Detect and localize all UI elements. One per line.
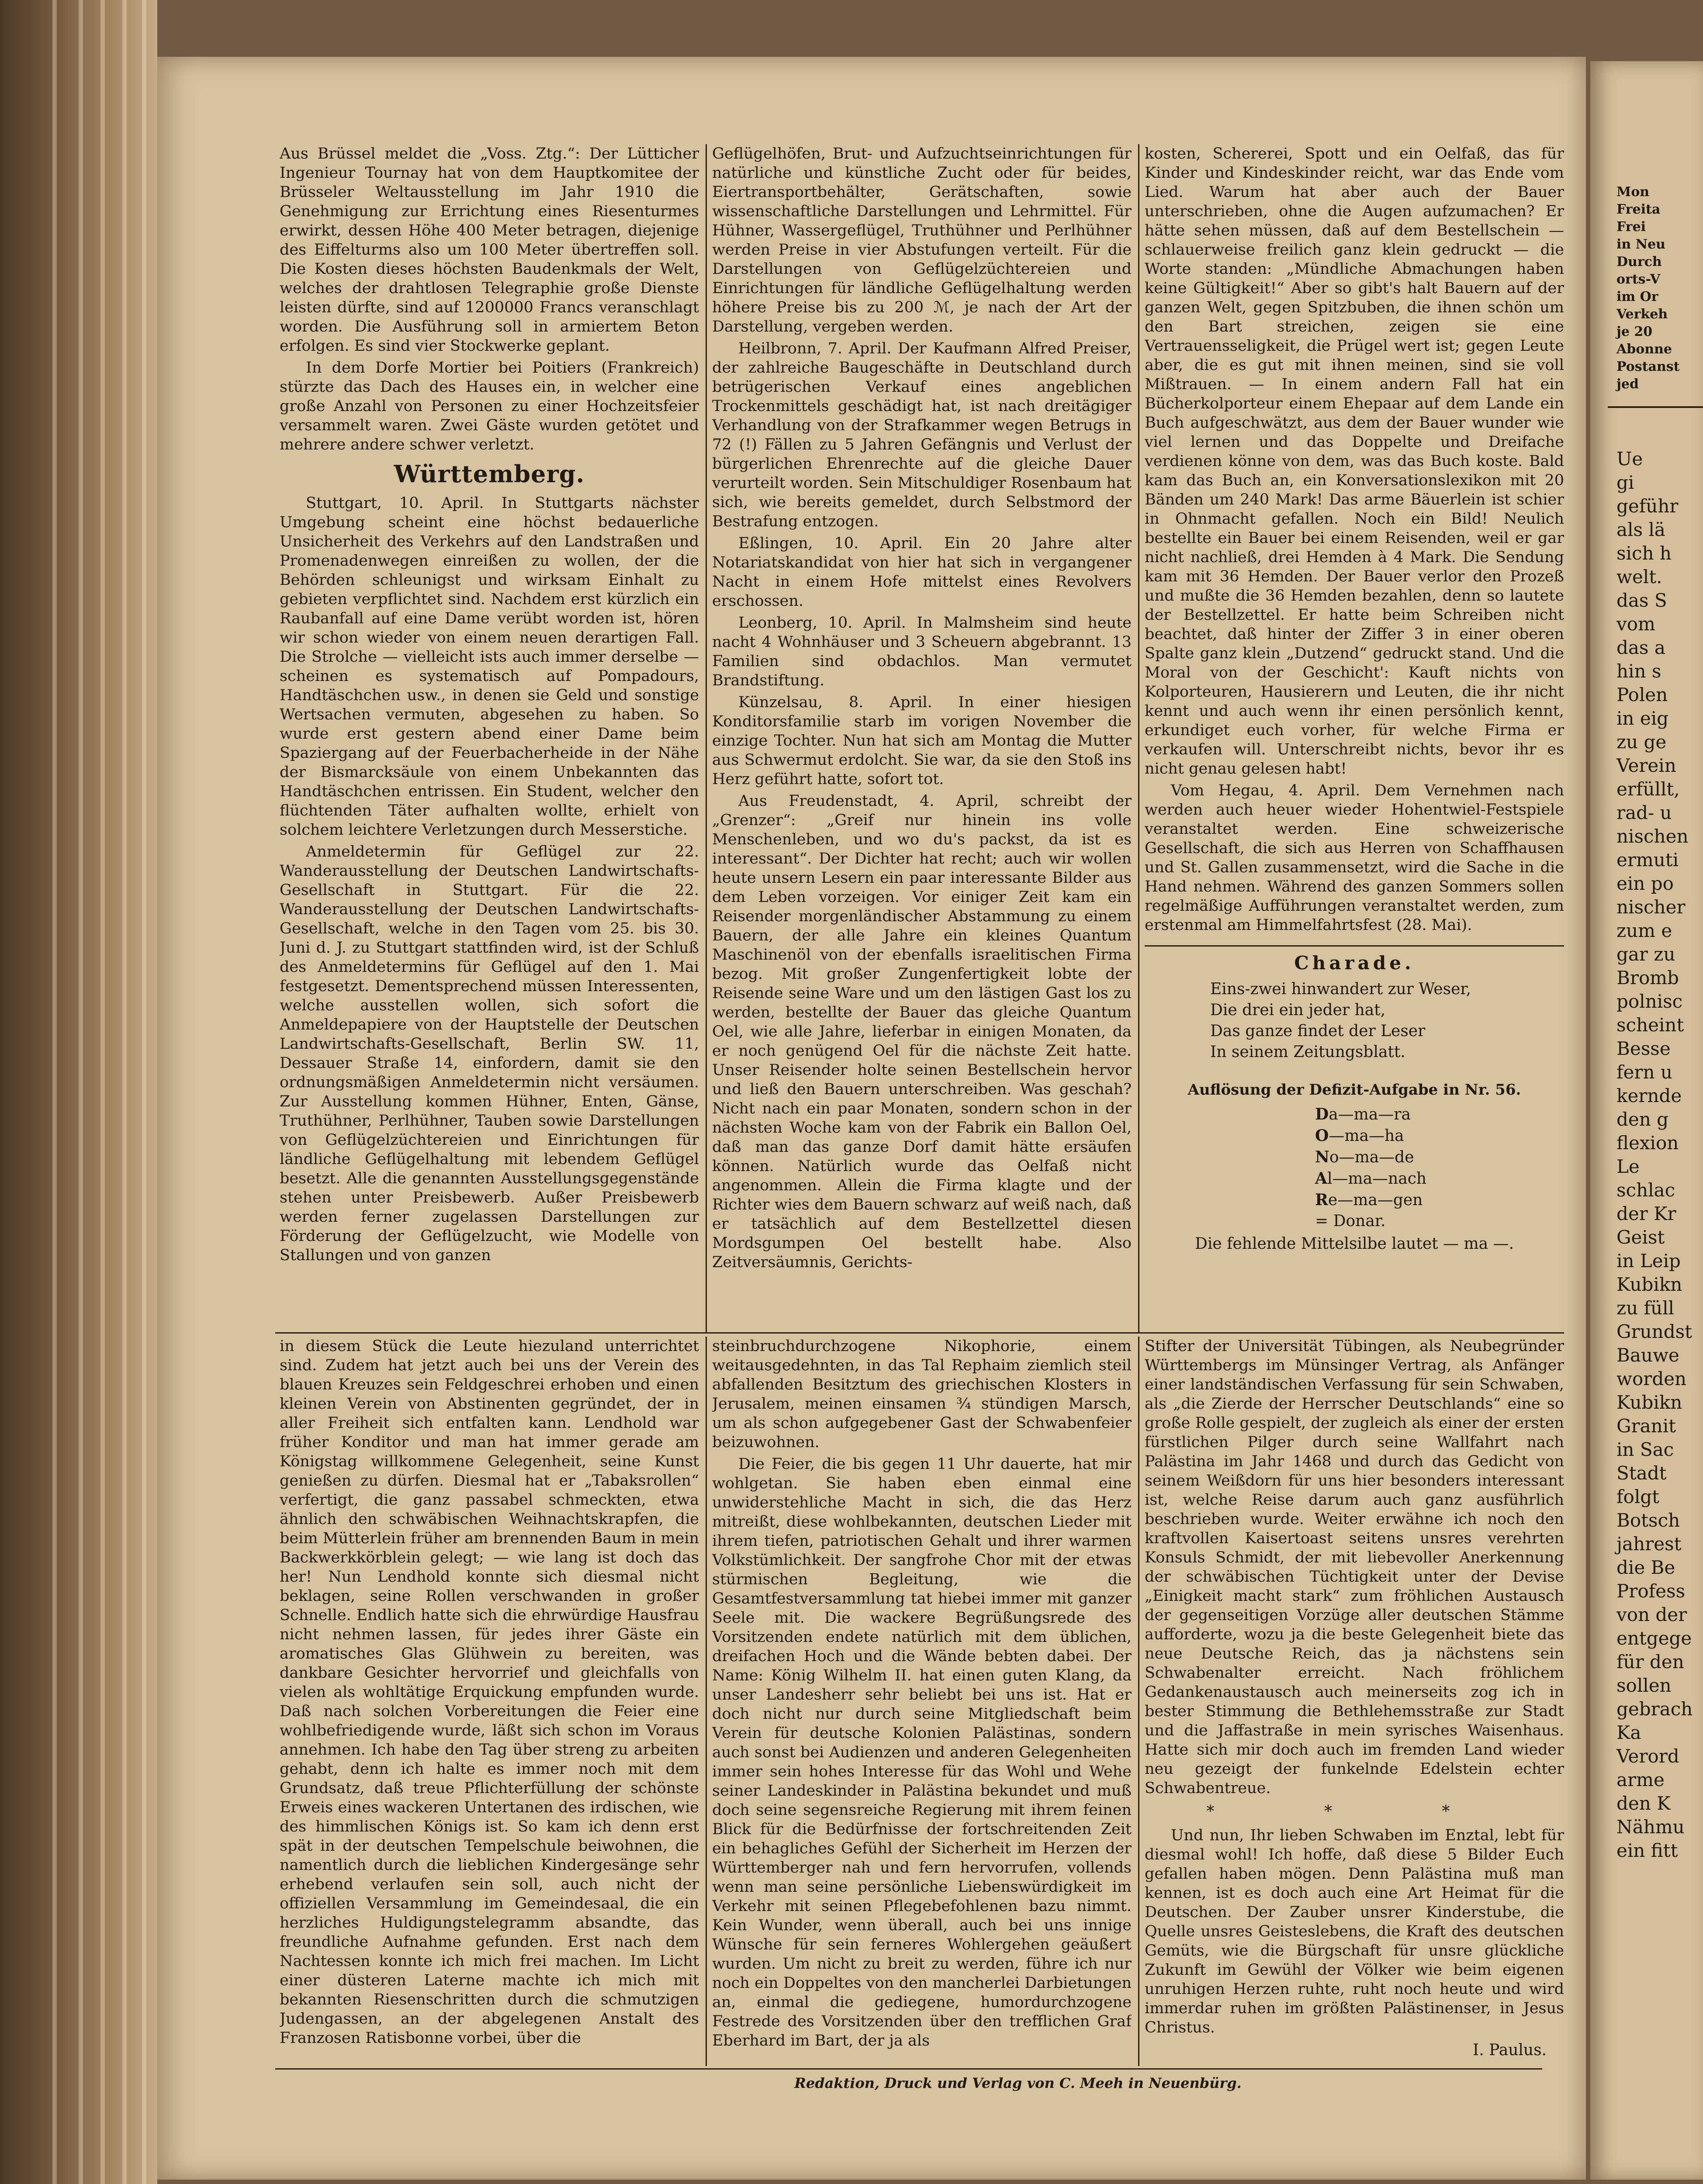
upper-column-1 bbox=[280, 144, 699, 1324]
charade-rule bbox=[1145, 945, 1564, 947]
next-page-fragment: Kubikn bbox=[1616, 1392, 1682, 1413]
section-heading-wuerttemberg: Württemberg. bbox=[394, 460, 585, 488]
next-page-fragment: in Neu bbox=[1616, 237, 1665, 252]
next-page-fragment: Abonne bbox=[1616, 342, 1672, 357]
heilbronn-article: Heilbronn, 7. April. Der Kaufmann Alfred Preiser, der zahlreiche Baugeschäfte in Deutschland durch betrügerischen Verkauf eines angeblichen Trockenmittels geschädigt hat, ist nach dreitägiger Verhandlung von der Strafkammer wegen Betrugs in 72 (!) Fällen zu 5 Jahren Gefängnis und Verlust der bürgerlichen Ehrenrechte auf die gleiche Dauer verurteilt worden. Sein Mitschuldiger Rosenbaum hat sich, wie bereits gemeldet, durch Selbstmord der Bestrafung entzogen. bbox=[712, 340, 1132, 530]
next-page-fragment: geführ bbox=[1616, 495, 1679, 517]
next-page-fragment: Verein bbox=[1616, 755, 1676, 776]
next-page-fragment: als lä bbox=[1616, 519, 1665, 540]
poem-line: Die drei ein jeder hat, bbox=[1210, 1001, 1386, 1019]
next-page-fragment: Postanst bbox=[1616, 359, 1680, 374]
next-page-fragment: Freita bbox=[1616, 202, 1661, 217]
next-page-fragment: zu ge bbox=[1616, 731, 1667, 753]
next-page-fragment: schlac bbox=[1616, 1179, 1675, 1201]
next-page-fragment: Bromb bbox=[1616, 967, 1679, 988]
next-page-fragment: in Leip bbox=[1616, 1250, 1681, 1272]
next-page-fragment: nischer bbox=[1616, 896, 1686, 918]
leonberg-article: Leonberg, 10. April. In Malmsheim sind heute nacht 4 Wohnhäuser und 3 Scheuern abgebrannt. 13 Familien sind obdachlos. Man vermutet Brandstiftung. bbox=[712, 614, 1132, 689]
esslingen-article: Eßlingen, 10. April. Ein 20 Jahre alter Notariatskandidat von hier hat sich in vergangener Nacht in einem Hofe mittelst eines Revolvers erschossen. bbox=[712, 535, 1132, 610]
next-page-fragment: zu füll bbox=[1616, 1297, 1674, 1319]
next-page-fragment: den g bbox=[1616, 1109, 1669, 1130]
next-page-fragment: im Or bbox=[1616, 289, 1658, 304]
next-page-fragment: Verord bbox=[1616, 1745, 1679, 1767]
next-page-fragment: folgt bbox=[1616, 1486, 1660, 1507]
next-page-fragment: orts-V bbox=[1616, 272, 1661, 287]
brussels-article: Aus Brüssel meldet die „Voss. Ztg.“: Der Lütticher Ingenieur Tournay hat von dem Hauptkomitee der Brüsseler Weltausstellung im Jahr 1910 die Genehmigung zur Errichtung eines Riesenturmes erwirkt, dessen Höhe 400 Meter betragen, diejenige des Eiffelturms also um 100 Meter übertreffen soll. Die Kosten dieses höchsten Baudenkmals der Welt, welches der drahtlosen Telegraphie große Dienste leisten dürfte, sind auf 1200000 Francs veranschlagt worden. Die Ausführung soll in armiertem Beton erfolgen. Es sind vier Stockwerke geplant. bbox=[280, 145, 699, 355]
next-page-fragment: worden bbox=[1616, 1368, 1687, 1389]
next-page-fragment: Besse bbox=[1616, 1038, 1671, 1059]
palestine-letter-part4: Stifter der Universität Tübingen, als Neubegründer Württembergs im Münsinger Vertrag, als Anfänger einer landständischen Verfassung für sein Schwaben, als „die Zierde der Herrscher Deutschlands“ eine so große Rolle gespielt, der zugleich als einer der ersten fürstlichen Pilger durch seine Wallfahrt nach Palästina im Jahr 1468 und durch das Gedicht von seinem Weißdorn für uns hier besonders interessant ist, welche Reise darum auch ganz ausführlich beschrieben wurde. Weiter erwähne ich noch den kraftvollen Kaisertoast seitens unsres verehrten Konsuls Schmidt, der mit liebevoller Anerkennung der schwäbischen Tüchtigkeit unter der Devise „Einigkeit macht stark“ zum fröhlichen Austausch der gegenseitigen Vorzüge aller deutschen Stämme aufforderte, wozu ja die beste Gelegenheit biete das neue Deutsche Reich, das ja nächstens sein Schwabenalter erreicht. Nach fröhlichem Gedankenaustausch auch meinerseits zog ich in bester Stimmung die Bethlehemsstraße zur Stadt und die Jaffastraße in mein syrisches Waisenhaus. Hatte sich mir doch auch im fremden Land wieder neu gezeigt der funkelnde Edelstein echter Schwabentreue. bbox=[1145, 1337, 1564, 1797]
next-page-fragment: der Kr bbox=[1616, 1203, 1676, 1224]
palestine-letter-part3: Die Feier, die bis gegen 11 Uhr dauerte, hat mir wohlgetan. Sie haben eben einmal eine unwiderstehliche Macht in sich, die das Herz mitreißt, diese wohlbekannten, deutschen Lieder mit ihrem tiefen, patriotischen Gehalt und ihrer warmen Volkstümlichkeit. Der sangfrohe Chor mit der etwas stürmischen Begleitung, wie die Gesamtfestversammlung tat hiebei immer mit ganzer Seele mit. Die wackere Begrüßungsrede des Vorsitzenden endete natürlich mit dem üblichen, dreifachen Hoch und die Wände bebten dabei. Der Name: König Wilhelm II. hat einen guten Klang, da unser Landesherr sehr beliebt bei uns ist. Hat er doch nicht nur durch seine Mitgliedschaft beim Verein für deutsche Kolonien Palästinas, sondern auch sonst bei Audienzen und anderen Gelegenheiten immer sein hohes Interesse für das Wohl und Wehe seiner Landeskinder in Palästina bekundet und muß doch seine segensreiche Regierung mit ihrem feinen Blick für die Bedürfnisse der fortschreitenden Zeit ein behagliches Gefühl der Sicherheit im Herzen der Württemberger nah und fern hervorrufen, vollends wenn man seine persönliche Liebenswürdigkeit im Verkehr mit seinen Pflegebefohlenen bazu nimmt. Kein Wunder, wenn überall, auch bei uns innige Wünsche für sein ferneres Wohlergehen geäußert wurden. Um nicht zu breit zu werden, führe ich nur noch ein Doppeltes von den mancherlei Darbietungen an, einmal die gediegene, humordurchzogene Festrede des Vorsitzenden über den trefflichen Graf Eberhard im Bart, der ja als bbox=[712, 1455, 1132, 2049]
freudenstadt-article: Aus Freudenstadt, 4. April, schreibt der „Grenzer“: „Greif nur hinein ins volle Menschenleben, und wo du's packst, da ist es interessant“. Der Dichter hat recht; auch wir wollen heute unsern Lesern ein paar interessante Bilder aus dem Leben vorzeigen. Vor einiger Zeit kam ein Reisender morgenländischer Abstammung zu einem Bauern, der alle Jahre ein kleines Quantum Maschinenöl von der ebenfalls israelitischen Firma bezog. Mit großer Zungenfertigkeit lobte der Reisende seine Ware und um den lästigen Gast los zu werden, bestellte der Bauer das gleiche Quantum Oel, wie alle Jahre, lieferbar in einigen Monaten, da er noch genügend Oel für die nächste Zeit hatte. Unser Reisender holte seinen Bestellschein hervor und ließ den Bauern unterschreiben. Was geschah? Nicht nach ein paar Monaten, sondern schon in der nächsten Woche kam von der Fabrik ein Ballon Oel, daß man das ganze Dorf damit hätte ersäufen können. Natürlich wurde das Oelfaß nicht angenommen. Allein die Firma klagte und der Richter wies dem Bauern schwarz auf weiß nach, daß er tatsächlich auf dem Bestellzettel diesen Mordsgumpen Oel bestellt habe. Also Zeitversäumnis, Gerichts- bbox=[712, 792, 1132, 1271]
solution-title: Auflösung der Defizit-Aufgabe in Nr. 56. bbox=[1187, 1081, 1521, 1099]
upper-column-2 bbox=[712, 144, 1132, 1324]
next-page-fragment: entgege bbox=[1616, 1628, 1692, 1649]
kuenzelsau-article: Künzelsau, 8. April. In einer hiesigen Konditorsfamilie starb im vorigen November die einzige Tochter. Nun hat sich am Montag die Mutter aus Schwermut erdolcht. Sie war, da sie den Stoß ins Herz geführt hatte, sofort tot. bbox=[712, 694, 1132, 788]
stuttgart-article: Stuttgart, 10. April. In Stuttgarts nächster Umgebung scheint eine höchst bedauerliche Unsicherheit des Verkehrs auf den Landstraßen und Promenadenwegen einreißen zu wollen, der die Behörden schleunigst und wirksam Einhalt zu gebieten verpflichtet sind. Nachdem erst kürzlich ein Raubanfall auf eine Dame verübt worden ist, hören wir schon wieder von einem neuen derartigen Fall. Die Strolche — vielleicht ists auch immer derselbe — scheinen es systematisch auf Pompadours, Handtäschchen usw., in denen sie Geld und sonstige Wertsachen vermuten, abgesehen zu haben. So wurde erst gestern abend einer Dame beim Spaziergang auf der Feuerbacherheide in der Nähe der Bismarcksäule von einem Unbekannten das Handtäschchen entrissen. Ein Student, welcher den flüchtenden Täter aufhalten wollte, erhielt von solchem leichtere Verletzungen durch Messerstiche. bbox=[280, 494, 699, 839]
next-page-fragment: sich h bbox=[1616, 543, 1672, 564]
next-page-fragment: Granit bbox=[1616, 1415, 1676, 1437]
next-page-fragment: scheint bbox=[1616, 1014, 1684, 1036]
next-page-fragment: Polen bbox=[1616, 684, 1668, 705]
next-page-fragment: Durch bbox=[1616, 254, 1662, 270]
poem-line: Das ganze findet der Leser bbox=[1210, 1022, 1426, 1040]
next-page-fragment: Verkeh bbox=[1616, 307, 1668, 322]
next-page-body bbox=[1590, 421, 1703, 1863]
next-page-fragment: arme bbox=[1616, 1769, 1665, 1790]
next-page-fragment: Stadt bbox=[1616, 1462, 1667, 1484]
author-signature: I. Paulus. bbox=[1473, 2041, 1547, 2059]
next-page-fragment: jahrest bbox=[1616, 1533, 1682, 1555]
next-page-fragment: Kubikn bbox=[1616, 1274, 1682, 1295]
lower-column-1 bbox=[280, 1337, 699, 2066]
next-page-fragment: gebrach bbox=[1616, 1698, 1693, 1720]
solution-syllables bbox=[1145, 1104, 1564, 1232]
next-page-fragment: gar zu bbox=[1616, 943, 1675, 965]
next-page-fragment: den K bbox=[1616, 1793, 1671, 1814]
next-page-fragment: Profess bbox=[1616, 1580, 1686, 1602]
next-page-fragment: vom bbox=[1616, 613, 1655, 635]
column-divider bbox=[1138, 144, 1139, 1332]
next-page-fragment: Ue bbox=[1616, 448, 1643, 470]
next-page-fragment: Bauwe bbox=[1616, 1344, 1679, 1366]
next-page-fragment: fern u bbox=[1616, 1061, 1672, 1083]
next-page-fragment: Mon bbox=[1616, 184, 1650, 200]
next-page-fragment: Geist bbox=[1616, 1227, 1665, 1248]
next-page-rule bbox=[1608, 406, 1703, 408]
poem-line: In seinem Zeitungsblatt. bbox=[1210, 1043, 1405, 1061]
freudenstadt-article-continued: kosten, Schererei, Spott und ein Oelfaß, das für Kinder und Kindeskinder reicht, war das Ende vom Lied. Warum hat aber auch der Bauer unterschrieben, ohne die Augen aufzumachen? Er hätte sehen müssen, daß auf dem Bestellschein — schlauerweise freilich ganz klein gedruckt — die Worte standen: „Mündliche Abmachungen haben keine Gültigkeit!“ Aber so gibt's halt Bauern auf der ganzen Welt, gegen Spitzbuben, die ihnen schön um den Bart streichen, zeigen sie eine Vertrauensseligkeit, die Prügel wert ist; gegen Leute aber, die es gut mit ihnen meinen, sind sie voll Mißtrauen. — In einem andern Fall hat ein Bücherkolporteur einem Ehepaar auf dem Lande ein Buch aufgeschwätzt, aus dem der Bauer wunder wie viel lernen und das Doppelte und Dreifache verdienen könne von dem, was das Buch koste. Bald kam das Buch an, ein Konversationslexikon mit 20 Bänden um 240 Mark! Das arme Bäuerlein ist schier in Ohnmacht gefallen. Noch ein Bild! Neulich bestellte ein Bauer bei einem Reisenden, weil er gar nicht nachließ, drei Hemden à 4 Mark. Die Sendung kam mit 36 Hemden. Der Bauer verlor den Prozeß und mußte die 36 Hemden bezahlen, denn so lautete der Bestellzettel. Er hatte beim Schreiben nicht beachtet, daß hinter der Ziffer 3 in einer oberen Spalte ganz klein „Dutzend“ gedruckt stand. Und die Moral von der Geschicht': Kauft nichts von Kolporteuren, Hausierern und Leuten, die ihr nicht kennt und auch wenn ihr einen persönlich kennt, erkundiget euch vorher, für welche Firma er verkaufen will. Unterschreibt nichts, bevor ihr es nicht genau gelesen habt! bbox=[1145, 145, 1564, 778]
syllable-row: Da—ma—ra bbox=[1315, 1105, 1411, 1123]
next-page-fragment: flexion bbox=[1616, 1132, 1679, 1154]
next-page-fragment: das S bbox=[1616, 590, 1667, 611]
next-page-fragment: rad- u bbox=[1616, 802, 1672, 823]
next-page-fragment: in Sac bbox=[1616, 1439, 1674, 1460]
lower-column-3 bbox=[1145, 1337, 1564, 2066]
next-page-fragment: polnisc bbox=[1616, 991, 1683, 1012]
next-page-fragment: erfüllt, bbox=[1616, 778, 1680, 800]
next-page-fragment: zum e bbox=[1616, 920, 1672, 941]
next-page-fragment: jed bbox=[1616, 377, 1639, 392]
palestine-letter-part1: in diesem Stück die Leute hiezuland unterrichtet sind. Zudem hat jetzt auch bei uns der Verein des blauen Kreuzes sein Feldgeschrei erhoben und einen kleinen Verein von Abstinenten gegründet, der in aller Freiheit sich entfalten kann. Lendhold war früher Konditor und man hat immer gerade am Königstag willkommene Gelegenheit, seine Kunst genießen zu dürfen. Diesmal hat er „Tabaksrollen“ verfertigt, die ganz passabel schmeckten, etwa ähnlich den schwäbischen Weihnachtskrapfen, die beim Mütterlein früher am brennenden Baum in mein Backwerkkörblein gelegt; — wie lang ist doch das her! Nun Lendhold konnte sich diesmal nicht beklagen, seine Rollen verschwanden in großer Schnelle. Endlich hatte sich die ehrwürdige Hausfrau nicht nehmen lassen, für jedes ihrer Gäste ein aromatisches Glas Glühwein zu bereiten, was dankbare Gesichter hervorrief und gleichfalls von vielen als wohltätige Erquickung empfunden wurde. Daß nach solchen Vorbereitungen die Feier eine wohlbefriedigende wurde, läßt sich schon im Voraus annehmen. Ich habe den Tag über streng zu arbeiten gehabt, denn ich halte es immer noch mit dem Grundsatz, daß treue Pflichterfüllung der schönste Erweis eines wackeren Untertanen des irdischen, wie des himmlischen Königs ist. So kam ich denn erst spät in der deutschen Tempelschule beiwohnen, die namentlich durch die lieblichen Kindergesänge sehr erhebend verlaufen sein soll, auch nicht der offiziellen Versammlung im Gemeindesaal, die ein herzliches Huldigungstelegramm absandte, das freundliche Aufnahme gefunden. Erst nach dem Nachtessen konnte ich mich frei machen. Im Licht einer düsteren Laterne machte ich mich mit bekannten Riesenschritten durch die schmutzigen Judengassen, an der abgelegenen Anstalt des Franzosen Ratisbonne vorbei, über die bbox=[280, 1337, 699, 2047]
next-page-fragment: Grundst bbox=[1616, 1321, 1693, 1342]
next-page-fragment: in eig bbox=[1616, 708, 1669, 729]
missing-syllable: Die fehlende Mittelsilbe lautet — ma —. bbox=[1195, 1235, 1514, 1253]
poultry-article-continued: Geflügelhöfen, Brut- und Aufzuchtseinrichtungen für natürliche und künstliche Zucht oder für beides, Eiertransportbehälter, Gerätschaften, sowie wissenschaftliche Darstellungen und Lehrmittel. Für Hühner, Wassergeflügel, Truthühner und Perlhühner werden Preise in vier Abstufungen verteilt. Für die Darstellungen von Geflügelzüchtereien und Einrichtungen für ländliche Geflügelhaltung werden höhere Preise bis zu 200 ℳ, je nach der Art der Darstellung, vergeben werden. bbox=[712, 145, 1132, 335]
next-page-fragment: sollen bbox=[1616, 1675, 1672, 1696]
next-page-fragment: Botsch bbox=[1616, 1510, 1680, 1531]
next-page-fragment: das a bbox=[1616, 637, 1665, 658]
publisher-footer: Redaktion, Druck und Verlag von C. Meeh in Neuenbürg. bbox=[794, 2075, 1242, 2091]
section-stars: * * * bbox=[1206, 1803, 1502, 1821]
next-page-fragment: Le bbox=[1616, 1156, 1640, 1177]
next-page-fragment: ermuti bbox=[1616, 849, 1679, 871]
mortier-article: In dem Dorfe Mortier bei Poitiers (Frankreich) stürzte das Dach des Hauses ein, in welcher eine große Anzahl von Personen zu einer Hochzeitsfeier versammelt waren. Zwei Gäste wurden getötet und mehrere andere schwer verletzt. bbox=[280, 359, 699, 453]
upper-column-3 bbox=[1145, 144, 1564, 1332]
palestine-letter-closing: Und nun, Ihr lieben Schwaben im Enztal, lebt für diesmal wohl! Ich hoffe, daß diese 5 Bilder Euch gefallen haben mögen. Denn Palästina muß man kennen, ist es doch auch eine Art Heimat für die Deutschen. Der Zauber unsrer Kinderstube, die Quelle unsres Geisteslebens, die Kraft des deutschen Gemüts, wie die Bürgschaft für unsre glückliche Zukunft im Gewühl der Völker wie beim eigenen unruhigen Herzen ruhte, ruht noch heute und wird immerdar ruhen im größten Palästinenser, in Jesus Christus. bbox=[1145, 1827, 1564, 2036]
newspaper-page bbox=[157, 57, 1586, 2180]
poultry-article: Anmeldetermin für Geflügel zur 22. Wanderausstellung der Deutschen Landwirtschafts-Gesellschaft in Stuttgart. Für die 22. Wanderausstellung der Deutschen Landwirtschafts-Gesellschaft, welche in den Tagen vom 25. bis 30. Juni d. J. zu Stuttgart stattfinden wird, ist der Schluß des Anmeldetermins für Geflügel auf den 1. Mai festgesetzt. Dementsprechend müssen Interessenten, welche ausstellen wollen, sich sofort die Anmeldepapiere von der Hauptstelle der Deutschen Landwirtschafts-Gesellschaft, Berlin SW. 11, Dessauer Straße 14, einfordern, damit sie den ordnungsmäßigen Anmeldetermin nicht versäumen. Zur Ausstellung kommen Hühner, Enten, Gänse, Truthühner, Perlhühner, Tauben sowie Darstellungen von Geflügelzüchtereien und Einrichtungen für ländliche Geflügelhaltung mit lebendem Geflügel besetzt. Alle die genannten Ausstellungsgegenstände stehen unter Preisbewerb. Außer Preisbewerb werden ferner zugelassen Darstellungen zur Förderung der Geflügelzucht, wie Modelle von Stallungen und von ganzen bbox=[280, 843, 699, 1264]
section-divider bbox=[275, 1332, 1564, 1334]
syllable-row: Re—ma—gen bbox=[1315, 1191, 1423, 1209]
next-page-fragment: ein fitt bbox=[1616, 1840, 1678, 1861]
syllable-row: Al—ma—nach bbox=[1315, 1169, 1427, 1188]
next-page-fragment: die Be bbox=[1616, 1557, 1675, 1578]
next-page-fragment: gi bbox=[1616, 472, 1634, 493]
column-divider bbox=[1138, 1337, 1139, 2066]
next-page-fragment: ein po bbox=[1616, 873, 1674, 894]
next-page-fragment: je 20 bbox=[1616, 324, 1653, 339]
palestine-letter-part2: steinbruchdurchzogene Nikophorie, einem weitausgedehnten, in das Tal Rephaim ziemlich steil abfallenden Besitztum des griechischen Klosters in Jerusalem, meinen einsamen ¾ stündigen Marsch, um als schon aufgegebener Gast der Schwabenfeier beizuwohnen. bbox=[712, 1337, 1132, 1451]
hegau-article: Vom Hegau, 4. April. Dem Vernehmen nach werden auch heuer wieder Hohentwiel-Festspiele veranstaltet werden. Eine schweizerische Gesellschaft, die sich aus Herren von Schaffhausen und St. Gallen zusammensetzt, wird die Sache in die Hand nehmen. Während des ganzen Sommers sollen regelmäßige Aufführungen veranstaltet werden, zum erstenmal am Himmelfahrtsfest (28. Mai). bbox=[1145, 782, 1564, 934]
next-page-fragment: Frei bbox=[1616, 219, 1646, 235]
next-page-fragment: hin s bbox=[1616, 660, 1661, 682]
syllable-row: No—ma—de bbox=[1315, 1148, 1414, 1166]
next-page-fragment: Nähmu bbox=[1616, 1816, 1685, 1838]
book-binding bbox=[0, 0, 157, 2184]
column-divider bbox=[706, 1337, 707, 2066]
next-page-fragment: welt. bbox=[1616, 566, 1662, 587]
next-page-fragment: Ka bbox=[1616, 1722, 1641, 1743]
adjacent-page-edge bbox=[1590, 61, 1703, 2180]
next-page-fragment: für den bbox=[1616, 1651, 1684, 1673]
column-divider bbox=[706, 144, 707, 1332]
next-page-fragment: kernde bbox=[1616, 1085, 1682, 1106]
next-page-fragment: nischen bbox=[1616, 826, 1689, 847]
solution-result: = Donar. bbox=[1315, 1212, 1386, 1230]
poem-line: Eins-zwei hinwandert zur Weser, bbox=[1210, 980, 1471, 998]
lower-column-2 bbox=[712, 1337, 1132, 2066]
charade-poem bbox=[1145, 979, 1564, 1063]
charade-title: Charade. bbox=[1294, 952, 1415, 974]
next-page-fragment: von der bbox=[1616, 1604, 1687, 1625]
syllable-row: O—ma—ha bbox=[1315, 1127, 1404, 1145]
footer-rule bbox=[275, 2068, 1542, 2070]
